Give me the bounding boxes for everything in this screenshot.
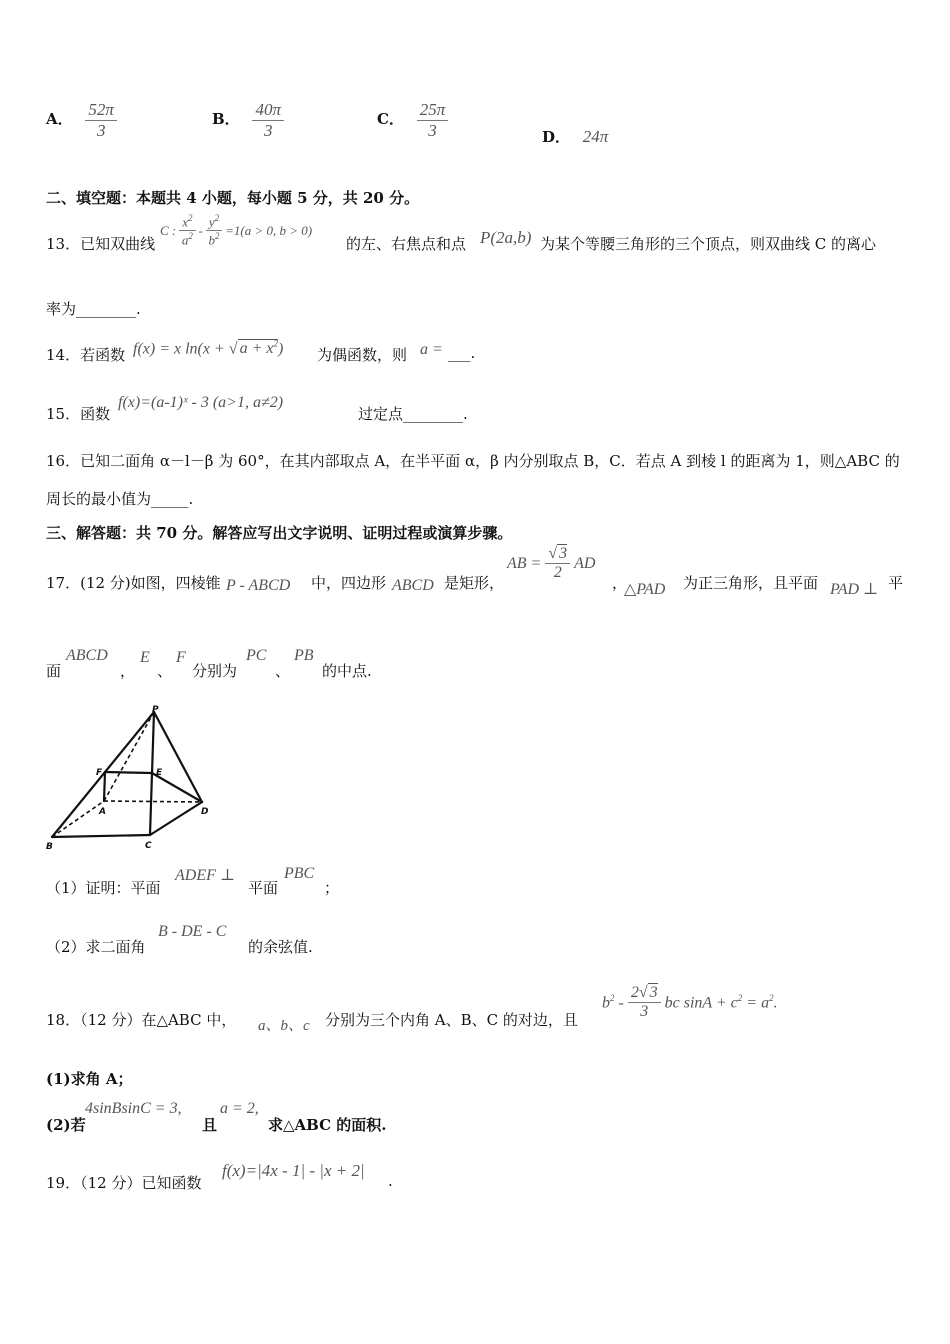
pyramid-figure xyxy=(44,702,219,852)
q17-tri: △PAD xyxy=(624,581,666,598)
q16-line2: 周长的最小值为_____. xyxy=(46,490,194,508)
label-d: D xyxy=(201,807,209,817)
option-d-value: 24π xyxy=(582,127,609,146)
q17-l2-pc: PC xyxy=(246,647,267,664)
q18-part2-a: (2)若 xyxy=(46,1116,86,1134)
q17-t1: 中，四边形 xyxy=(311,574,387,592)
q18-equation: $b^2$ - $\frac{2√ 3}{3}$ bc $\sin A + c^2 = a^2$. xyxy=(602,984,778,1021)
q17-sub2-a: （2）求二面角 xyxy=(46,938,146,956)
option-c-num: 25π xyxy=(417,100,449,121)
q15-formula: f(x)=(a-1)ˣ - 3 (a>1, a≠2) xyxy=(118,394,284,411)
option-b-den: 3 xyxy=(263,120,273,140)
q18-part2-b: 且 xyxy=(202,1116,218,1134)
q13-point: P(2a,b) xyxy=(480,228,532,247)
option-c-den: 3 xyxy=(428,120,437,140)
q13-line2: 率为________. xyxy=(46,300,141,318)
option-c: C． $\frac{25\pi}{3}$ xyxy=(377,100,448,140)
label-p: P xyxy=(152,705,159,715)
label-e: E xyxy=(156,768,163,778)
edge-fe xyxy=(105,772,152,773)
section-3-title: 三、解答题：共 70 分。解答应写出文字说明、证明过程或演算步骤。 xyxy=(46,524,513,542)
edge-ad-hidden xyxy=(104,801,202,802)
q17-sub1-b: 平面 xyxy=(248,879,279,897)
q17-l2-d: 分别为 xyxy=(192,662,238,680)
q14-formula: f(x) = x ln(x + √ $a + x^2$) xyxy=(133,339,284,358)
q13-hyperbola-formula: C : $\frac{x^2}{a^2}$ - $\frac{y^2}{b^2}$ =1(a > 0, b > 0) xyxy=(160,213,313,248)
label-f: F xyxy=(96,768,103,778)
q17-sub1-c: ； xyxy=(324,879,340,897)
q18-part2-m1: 4sinBsinC = 3, xyxy=(85,1100,182,1117)
q17-sub1-m2: PBC xyxy=(284,865,315,882)
q18-vars: a、b、c xyxy=(258,1018,310,1034)
q14-suffix: 为偶函数，则 xyxy=(317,346,408,364)
q17-sub1-m1: ADEF ⊥ xyxy=(175,867,235,884)
q14-a-equals: a = xyxy=(420,341,443,358)
q17-l2-sep2: 、 xyxy=(275,662,291,680)
q13-mid: 的左、右焦点和点 xyxy=(346,235,467,253)
q17-quad: ABCD xyxy=(392,577,434,594)
edge-pa-hidden xyxy=(104,712,154,801)
q17-l2-f: F xyxy=(176,649,186,666)
q17-ratio-formula: AB = $\frac{√ 3}{2}$ AD xyxy=(507,545,596,582)
q17-t5: 平 xyxy=(888,574,904,592)
q17-sub2-b: 的余弦值. xyxy=(248,938,313,956)
q17-prefix: 17．(12 分)如图，四棱锥 xyxy=(46,574,221,592)
q17-pyramid: P - ABCD xyxy=(226,577,291,594)
option-a-den: 3 xyxy=(96,120,106,140)
edge-fa xyxy=(104,772,105,801)
label-a: A xyxy=(99,807,106,817)
q13-suffix: 为某个等腰三角形的三个顶点，则双曲线 C 的离心 xyxy=(540,235,877,253)
q17-l2-comma: ， xyxy=(120,662,136,680)
option-b: B． $\frac{40\pi}{3}$ xyxy=(212,100,284,140)
q18-part2-c: 求△ABC 的面积. xyxy=(268,1116,387,1134)
q17-l2-end: 的中点. xyxy=(322,662,372,680)
q19-formula: f(x)=|4x - 1| - |x + 2| xyxy=(222,1161,365,1180)
q13-prefix: 13．已知双曲线 xyxy=(46,235,156,253)
q17-sub2-m: B - DE - C xyxy=(158,923,227,940)
option-a-num: 52π xyxy=(85,100,117,121)
q17-l2-abcd: ABCD xyxy=(66,647,108,664)
section-2-title: 二、填空题：本题共 4 小题，每小题 5 分，共 20 分。 xyxy=(46,189,420,207)
q17-t2: 是矩形， xyxy=(444,574,505,592)
edge-pb xyxy=(52,712,154,837)
q19-prefix: 19．（12 分）已知函数 xyxy=(46,1174,202,1192)
q18-part1: (1)求角 A； xyxy=(46,1070,133,1088)
q17-l2-pb: PB xyxy=(294,647,314,664)
option-b-num: 40π xyxy=(252,100,284,121)
q17-l2-e: E xyxy=(140,649,150,666)
option-a: A． $\frac{52\pi}{3}$ xyxy=(46,100,117,140)
label-b: B xyxy=(46,842,53,852)
q18-part2-m2: a = 2, xyxy=(220,1100,259,1117)
q17-plane: PAD ⊥ xyxy=(830,581,879,598)
q17-sub1-a: （1）证明：平面 xyxy=(46,879,161,897)
option-d: D． 24π xyxy=(542,127,609,146)
q17-l2-a: 面 xyxy=(46,662,62,680)
edge-bc xyxy=(52,835,150,837)
q18-mid: 分别为三个内角 A、B、C 的对边，且 xyxy=(325,1011,578,1029)
q14-prefix: 14．若函数 xyxy=(46,346,126,364)
q16-line1: 16．已知二面角 α－l－β 为 60°，在其内部取点 A，在半平面 α，β 内分别取点 B，C．若点 A 到棱 l 的距离为 1，则△ABC 的 xyxy=(46,452,900,470)
q17-l2-sep1: 、 xyxy=(157,662,173,680)
q17-t4: 为正三角形，且平面 xyxy=(683,574,819,592)
q14-tail: ___. xyxy=(448,344,476,362)
q15-suffix: 过定点________. xyxy=(358,405,468,423)
q15-prefix: 15．函数 xyxy=(46,405,111,423)
q17-t3: ， xyxy=(612,574,628,592)
label-c: C xyxy=(145,841,152,851)
edge-cd xyxy=(150,802,202,835)
q19-suffix: . xyxy=(388,1172,393,1190)
q18-prefix: 18．（12 分）在△ABC 中， xyxy=(46,1011,237,1029)
